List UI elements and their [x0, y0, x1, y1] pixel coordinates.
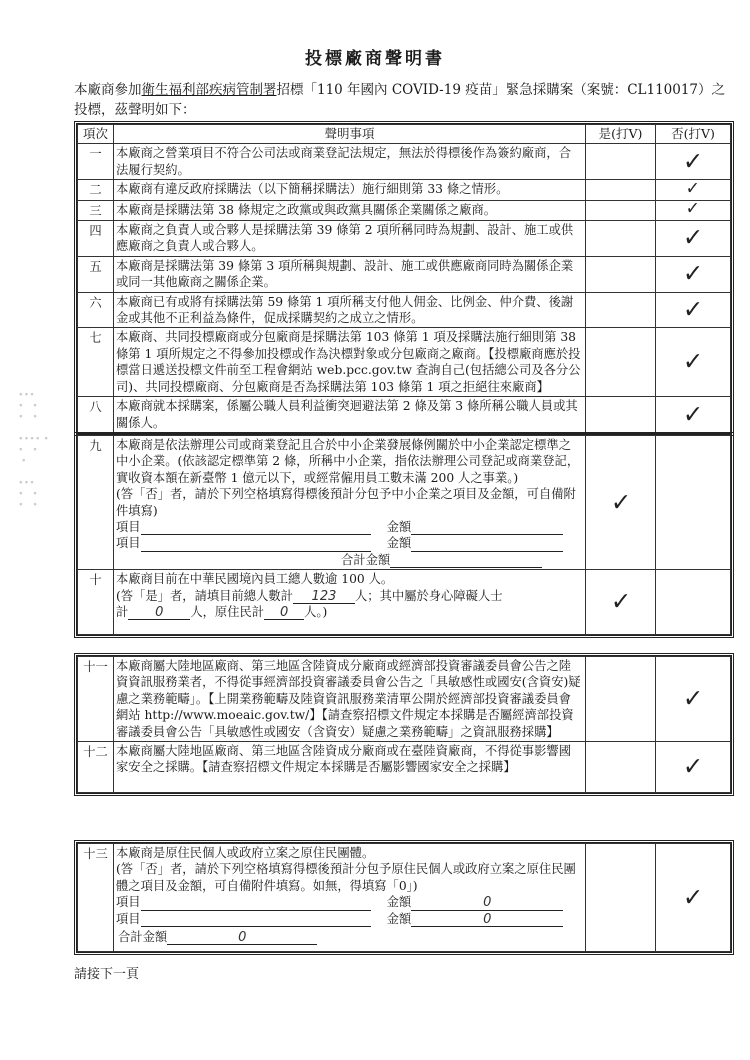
item-number: 五: [78, 256, 114, 292]
table-row: [78, 742, 731, 793]
table-row: [78, 436, 731, 570]
check-mark-icon: ✓: [682, 881, 704, 914]
line-prefix: 計: [116, 605, 129, 620]
total-input[interactable]: [167, 930, 317, 945]
total-input[interactable]: [390, 553, 542, 568]
item-label: 項目: [116, 911, 141, 926]
amount-input-2[interactable]: [411, 537, 563, 552]
check-mark-icon: ✓: [682, 346, 704, 379]
amount-label: 金額: [386, 520, 412, 535]
disabled-count-field[interactable]: [128, 605, 190, 620]
handwritten-value: 0: [483, 911, 492, 927]
item-text: 本廠商之營業項目不符合公司法或商業登記法規定，無法於得標後作為簽約廠商，合法履行契約。: [114, 144, 586, 180]
yes-checkbox-cell[interactable]: [586, 436, 656, 570]
table-header-row: [78, 125, 731, 144]
item-text: 本廠商、共同投標廠商或分包廠商是採購法第 103 條第 1 項及採購法施行細則第 38 條第 1 項所規定之不得參加投標或作為決標對象或分包廠商之廠商。【投標廠商應於投標當日遞送投標文件前至工程會網站 web.pcc.gov.tw 查詢自己(包括總公司及各分公司)、共同投標廠商、分包廠商是否為採購法第 103 條第 1 項之拒絕往來廠商】: [114, 328, 586, 397]
declaration-table-1: [77, 124, 731, 433]
fill-row-total: [116, 552, 583, 568]
item-input-1[interactable]: [141, 896, 371, 911]
declaration-table-2: [77, 435, 731, 635]
item-note: (答「否」者，請於下列空格填寫得標後預計分包予原住民個人或政府立案之原住民團體之項目及金額，可自備附件填寫。如無，得填寫「0」): [116, 862, 576, 893]
item-input-2[interactable]: [141, 537, 371, 552]
table-row: [78, 657, 731, 742]
check-mark-icon: ✓: [682, 146, 704, 178]
amount-label: 金額: [386, 536, 412, 551]
item-text: 本廠商是採購法第 39 條第 3 項所稱與規劃、設計、施工或供應廠商同時為關係企業或同一其他廠商之關係企業。: [114, 256, 586, 292]
intro-paragraph: [74, 80, 736, 120]
line-middle: 人，原住民計: [190, 605, 265, 620]
line-suffix: 人。): [304, 605, 328, 620]
item-number: 十一: [78, 657, 114, 742]
handwritten-value: 0: [155, 605, 164, 621]
amount-input-1[interactable]: [411, 896, 563, 911]
item-number: 一: [78, 144, 114, 180]
check-mark-icon: ✓: [609, 586, 632, 619]
check-mark-icon: ✓: [682, 398, 704, 431]
item-text: 本廠商是採購法第 38 條規定之政黨或與政黨具關係企業關係之廠商。: [114, 200, 586, 220]
item-number: 八: [78, 397, 114, 433]
agency-name: 衛生福利部疾病管制署: [141, 82, 277, 98]
total-label: 合計金額: [341, 552, 391, 567]
amount-label: 金額: [386, 895, 412, 910]
handwritten-value: 123: [311, 588, 337, 604]
table-row: [78, 328, 731, 397]
item-label: 項目: [116, 520, 141, 535]
total-label: 合計金額: [118, 929, 168, 944]
check-mark-icon: ✓: [685, 177, 701, 200]
no-checkbox-cell[interactable]: [656, 397, 731, 433]
table-row: [78, 221, 731, 257]
item-text: 本廠商就本採購案，係屬公職人員利益衝突迴避法第 2 條及第 3 條所稱公職人員或其關係人。: [114, 397, 586, 433]
table-row: [78, 397, 731, 433]
continue-next-page-note: 請接下一頁: [74, 967, 140, 982]
check-mark-icon: ✓: [682, 222, 704, 255]
item-number: 十二: [78, 742, 114, 793]
no-checkbox-cell[interactable]: [656, 742, 731, 793]
table-row: [78, 200, 731, 220]
item-text: 本廠商目前在中華民國境內員工總人數逾 100 人。: [116, 572, 394, 587]
fill-row-1: [116, 894, 583, 910]
declaration-section-2: [74, 432, 734, 638]
item-number: 六: [78, 292, 114, 328]
no-checkbox-cell[interactable]: [656, 844, 731, 952]
item-text: 本廠商之負責人或合夥人是採購法第 39 條第 2 項所稱同時為規劃、設計、施工或供應廠商之負責人或合夥人。: [114, 221, 586, 257]
table-row: [78, 256, 731, 292]
no-checkbox-cell[interactable]: [656, 256, 731, 292]
fill-row-1: [116, 519, 583, 535]
declaration-section-4: [74, 840, 734, 955]
yes-checkbox-cell[interactable]: [586, 200, 656, 220]
yes-checkbox-cell[interactable]: [586, 328, 656, 397]
table-row: [78, 844, 731, 952]
yes-checkbox-cell[interactable]: [586, 570, 656, 635]
header-item-no: 項次: [78, 125, 114, 144]
no-checkbox-cell[interactable]: [656, 570, 731, 635]
table-row: [78, 180, 731, 200]
check-mark-icon: ✓: [682, 751, 704, 783]
yes-checkbox-cell[interactable]: [586, 657, 656, 742]
header-yes: 是(打V): [586, 125, 656, 144]
no-checkbox-cell[interactable]: [656, 657, 731, 742]
table-row: [78, 144, 731, 180]
header-statement: 聲明事項: [114, 125, 586, 144]
item-note: (答「否」者，請於下列空格填寫得標後預計分包予中小企業之項目及金額，可自備附件填寫): [116, 487, 576, 518]
intro-body: 招標「110 年國內 COVID-19 疫苗」緊急採購案（案號：CL110017）之投標，茲聲明如下：: [74, 82, 726, 118]
handwritten-value: 0: [279, 605, 289, 621]
disabled-indigenous-line: [116, 604, 583, 620]
no-checkbox-cell[interactable]: [656, 221, 731, 257]
check-mark-icon: ✓: [685, 197, 701, 220]
handwritten-value: 0: [483, 895, 492, 911]
item-number: 三: [78, 200, 114, 220]
item-text: 本廠商是依法辦理公司或商業登記且合於中小企業發展條例關於中小企業認定標準之中小企業。(依該認定標準第 2 條，所稱中小企業，指依法辦理公司登記或商業登記，實收資本額在新臺幣 1 億元以下，或經常僱用員工數未滿 200 人之事業。): [116, 438, 580, 485]
item-text-cell: [114, 436, 586, 570]
item-text: 本廠商屬大陸地區廠商、第三地區含陸資成分廠商或在臺陸資廠商，不得從事影響國家安全之採購。【請查察招標文件規定本採購是否屬影響國家安全之採購】: [114, 742, 586, 793]
indigenous-count-field[interactable]: [264, 605, 304, 620]
amount-input-2[interactable]: [411, 912, 563, 927]
item-input-1[interactable]: [141, 520, 371, 535]
no-checkbox-cell[interactable]: [656, 436, 731, 570]
header-no: 否(打V): [656, 125, 731, 144]
no-checkbox-cell[interactable]: [656, 144, 731, 180]
no-checkbox-cell[interactable]: [656, 197, 731, 220]
item-number: 七: [78, 328, 114, 397]
line-suffix: 人；其中屬於身心障礙人士: [354, 588, 503, 603]
item-text: 本廠商屬大陸地區廠商、第三地區含陸資成分廠商或經濟部投資審議委員會公告之陸資資訊服務業者，不得從事經濟部投資審議委員會公告之「具敏感性或國安(含資安)疑慮之業務範疇」。【上開業務範疇及陸資資訊服務業清單公開於經濟部投資審議委員會網站 http://www.moeaic.gov.tw/】【請查察招標文件規定本採購是否屬經濟部投資審議委員會公告「具敏感性或國安（含資安）疑慮之業務範疇」之資訊服務採購】: [114, 657, 586, 742]
check-mark-icon: ✓: [682, 683, 704, 715]
yes-checkbox-cell[interactable]: [586, 180, 656, 200]
item-text: 本廠商是原住民個人或政府立案之原住民團體。: [116, 846, 375, 860]
no-checkbox-cell[interactable]: [656, 328, 731, 397]
declaration-section-1: [74, 121, 734, 436]
no-checkbox-cell[interactable]: [656, 292, 731, 328]
yes-checkbox-cell[interactable]: [586, 742, 656, 793]
yes-checkbox-cell[interactable]: [586, 292, 656, 328]
declaration-table-4: [77, 843, 731, 952]
margin-scan-artifact: ∙∙∙ ∙ ∙ ∙ ∙ ∙∙∙∙ ∙ ∙ ∙ ∙ ∙∙∙ ∙ ∙ ∙ ∙: [18, 390, 50, 510]
item-number: 十三: [78, 844, 114, 952]
check-mark-icon: ✓: [609, 486, 632, 519]
yes-checkbox-cell[interactable]: [586, 844, 656, 952]
item-number: 九: [78, 436, 114, 570]
yes-checkbox-cell[interactable]: [586, 397, 656, 433]
item-text-cell: [114, 570, 586, 635]
item-text-cell: [114, 844, 586, 952]
intro-prefix: 本廠商參加: [74, 82, 142, 98]
yes-checkbox-cell[interactable]: [586, 221, 656, 257]
item-label: 項目: [116, 536, 141, 551]
check-mark-icon: ✓: [682, 258, 704, 290]
declaration-table-3: [77, 656, 731, 793]
fill-row-total: [116, 929, 583, 945]
item-input-2[interactable]: [141, 912, 371, 927]
yes-checkbox-cell[interactable]: [586, 256, 656, 292]
item-number: 十: [78, 570, 114, 635]
fill-row-2: [116, 911, 583, 927]
employee-count-line: [116, 588, 583, 604]
line-prefix: (答「是」者，請填目前總人數計: [116, 588, 293, 603]
item-text: 本廠商已有或將有採購法第 59 條第 1 項所稱支付他人佣金、比例金、仲介費、後謝金或其他不正利益為條件，促成採購契約之成立之情形。: [114, 292, 586, 328]
table-row: [78, 570, 731, 635]
item-number: 四: [78, 221, 114, 257]
document-title: 投標廠商聲明書: [305, 49, 445, 69]
amount-label: 金額: [386, 911, 412, 926]
item-label: 項目: [116, 895, 141, 910]
fill-row-2: [116, 535, 583, 551]
table-row: [78, 292, 731, 328]
amount-input-1[interactable]: [411, 520, 563, 535]
yes-checkbox-cell[interactable]: [586, 144, 656, 180]
handwritten-value: 0: [238, 929, 247, 945]
declaration-section-3: [74, 653, 734, 796]
total-employee-field[interactable]: [293, 589, 355, 604]
check-mark-icon: ✓: [682, 294, 704, 326]
item-text: 本廠商有違反政府採購法（以下簡稱採購法）施行細則第 33 條之情形。: [114, 180, 586, 200]
item-number: 二: [78, 180, 114, 200]
